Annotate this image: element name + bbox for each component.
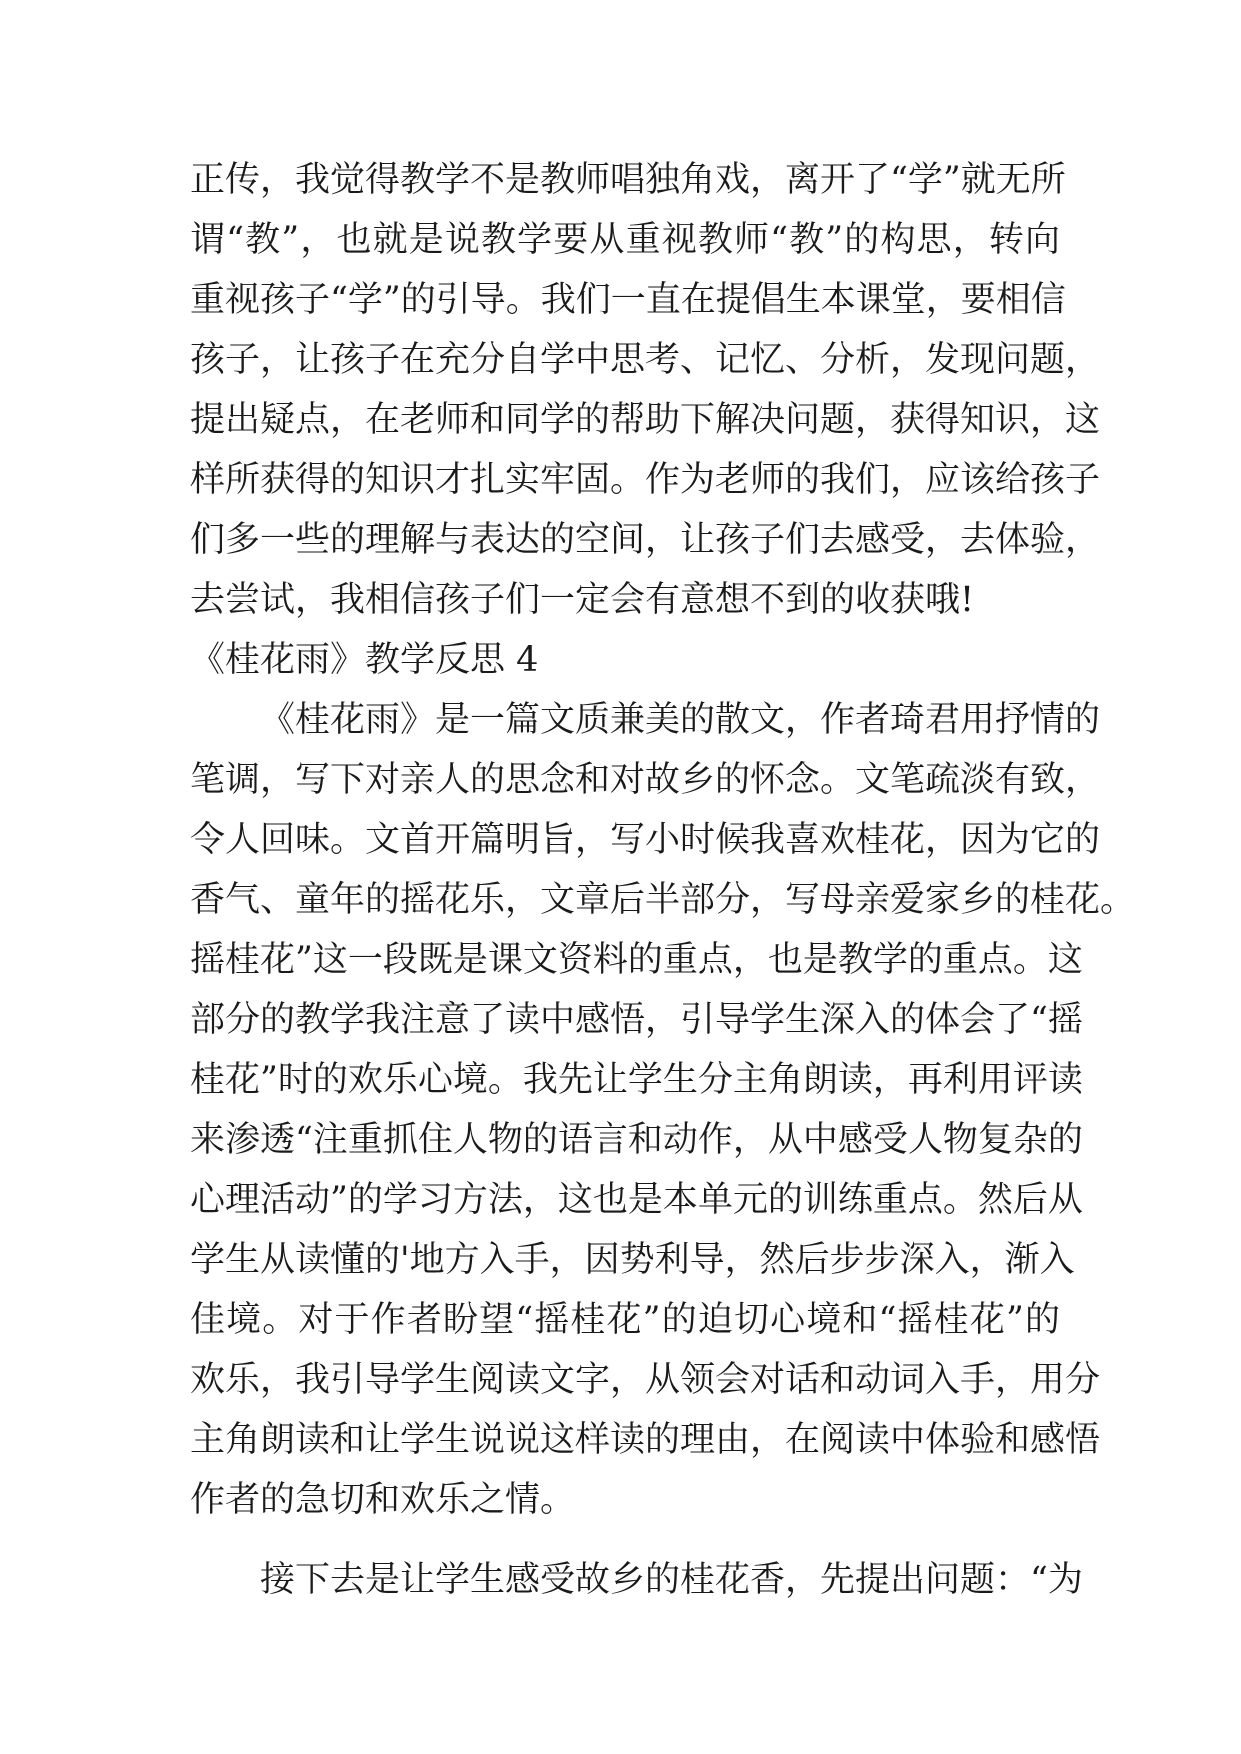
text-line: 样所获得的知识才扎实牢固。作为老师的我们，应该给孩子 [190, 460, 1101, 500]
text-line: 欢乐，我引导学生阅读文字，从领会对话和动词入手，用分 [190, 1360, 1101, 1400]
document-page [190, 150, 1136, 1610]
paragraph-main [190, 690, 1136, 1530]
text-line: 桂花”时的欢乐心境。我先让学生分主角朗读，再利用评读 [190, 1060, 1083, 1100]
text-line: 令人回味。文首开篇明旨，写小时候我喜欢桂花，因为它的 [190, 820, 1101, 860]
text-line: 《桂花雨》是一篇文质兼美的散文，作者琦君用抒情的 [260, 700, 1101, 740]
text-line: 香气、童年的摇花乐，文章后半部分，写母亲爱家乡的桂花。 [190, 880, 1136, 920]
section-title: 《桂花雨》教学反思 4 [190, 640, 539, 680]
text-line: 去尝试，我相信孩子们一定会有意想不到的收获哦! [190, 580, 975, 620]
paragraph-next [190, 1550, 1083, 1610]
text-line: 笔调，写下对亲人的思念和对故乡的怀念。文笔疏淡有致， [190, 760, 1101, 800]
text-line: 接下去是让学生感受故乡的桂花香，先提出问题：“为 [260, 1560, 1083, 1600]
text-line: 部分的教学我注意了读中感悟，引导学生深入的体会了“摇 [190, 1000, 1083, 1040]
text-line: 重视孩子“学”的引导。我们一直在提倡生本课堂，要相信 [190, 280, 1066, 320]
text-line: 佳境。对于作者盼望“摇桂花”的迫切心境和“摇桂花”的 [190, 1300, 1060, 1340]
text-line: 摇桂花”这一段既是课文资料的重点，也是教学的重点。这 [190, 940, 1083, 980]
paragraph-continued [190, 150, 1101, 630]
text-line: 作者的急切和欢乐之情。 [190, 1480, 576, 1520]
text-line: 提出疑点，在老师和同学的帮助下解决问题，获得知识，这 [190, 400, 1101, 440]
text-line: 学生从读懂的'地方入手，因势利导，然后步步深入，渐入 [190, 1240, 1075, 1280]
text-line: 谓“教”，也就是说教学要从重视教师“教”的构思，转向 [190, 220, 1060, 260]
text-line: 心理活动”的学习方法，这也是本单元的训练重点。然后从 [190, 1180, 1083, 1220]
text-line: 们多一些的理解与表达的空间，让孩子们去感受，去体验， [190, 520, 1101, 560]
text-line: 孩子，让孩子在充分自学中思考、记忆、分析，发现问题， [190, 340, 1101, 380]
paragraph-spacer [190, 1530, 1060, 1550]
text-line: 来渗透“注重抓住人物的语言和动作，从中感受人物复杂的 [190, 1120, 1083, 1160]
text-line: 主角朗读和让学生说说这样读的理由，在阅读中体验和感悟 [190, 1420, 1101, 1460]
text-line: 正传，我觉得教学不是教师唱独角戏，离开了“学”就无所 [190, 160, 1066, 200]
